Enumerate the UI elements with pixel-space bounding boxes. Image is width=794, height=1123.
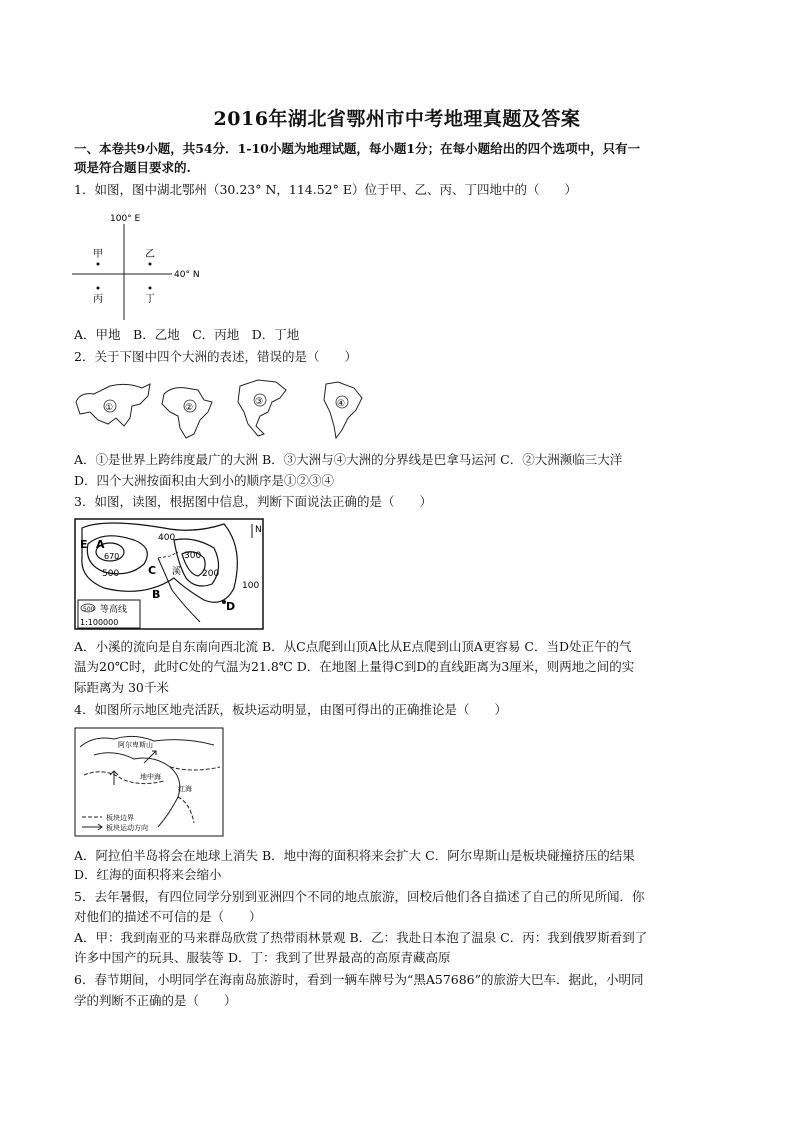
continent-north-america-outline: [238, 380, 286, 436]
question-3-stem: 3．如图，读图，根据图中信息，判断下面说法正确的是（ ）: [74, 494, 432, 509]
contour-500-label: 500: [102, 569, 120, 579]
question-3-contour-map: [74, 518, 266, 632]
contour-100-label: 100: [242, 581, 260, 591]
question-2-options-line1: A．①是世界上跨纬度最广的大洲 B．③大洲与④大洲的分界线是巴拿马运河 C．②大洲濒临三大洋: [74, 452, 623, 467]
question-4-plate-map: [74, 727, 226, 839]
legend-contour-value: 500: [83, 606, 95, 613]
continent-south-america-outline: [324, 382, 362, 438]
section-instruction-line2: 项是符合题目要求的.: [74, 160, 191, 175]
question-5-options-line1: A．甲：我到南亚的马来群岛欣赏了热带雨林景观 B．乙：我赴日本泡了温泉 C．丙：我到俄罗斯看到了: [74, 930, 648, 945]
stream-label: 溪: [172, 567, 182, 577]
question-4-stem: 4．如图所示地区地壳活跃，板块运动明显，由图可得出的正确推论是（ ）: [74, 702, 507, 717]
question-2-figure: [72, 372, 392, 444]
legend-contour-label: 等高线: [100, 605, 128, 615]
mediterranean-label: 地中海: [140, 773, 161, 781]
question-4-options-line2: D．红海的面积将来会缩小: [74, 867, 222, 882]
north-label: N: [255, 525, 262, 535]
contour-400-label: 400: [158, 533, 176, 543]
point-yi-label: 乙: [145, 249, 155, 260]
question-2-options-line2: D．四个大洲按面积由大到小的顺序是①②③④: [74, 473, 335, 488]
continent-1-label: ①: [105, 403, 114, 413]
question-4-options-line1: A．阿拉伯半岛将会在地球上消失 B．地中海的面积将来会扩大 C．阿尔卑斯山是板块碰撞挤压的结果: [74, 848, 635, 863]
page-title: 2016年湖北省鄂州市中考地理真题及答案: [213, 108, 581, 130]
point-jia-label: 甲: [93, 249, 103, 260]
latitude-label: 40° N: [174, 270, 200, 280]
contour-300-label: 300: [184, 551, 202, 561]
question-6-stem-line1: 6．春节期间，小明同学在海南岛旅游时，看到一辆车牌号为“黑A57686”的旅游大巴车．据此，小明同: [74, 972, 644, 987]
question-3-options-line1: A．小溪的流向是自东南向西北流 B．从C点爬到山顶A比从E点爬到山顶A更容易 C．当D处正午的气: [74, 639, 632, 654]
question-5-stem-line2: 对他们的描述不可信的是（ ）: [74, 909, 262, 924]
point-bing: [97, 287, 100, 290]
point-e-label: E: [80, 538, 88, 551]
map-scale: 1:100000: [80, 618, 119, 627]
point-d-label: D: [226, 600, 236, 613]
continent-2-label: ②: [185, 403, 194, 413]
point-jia: [97, 263, 100, 266]
longitude-label: 100° E: [110, 214, 141, 224]
question-5-options-line2: 许多中国产的玩具、服装等 D．丁：我到了世界最高的高原青藏高原: [74, 950, 451, 965]
point-yi: [149, 263, 152, 266]
point-ding-label: 丁: [145, 294, 155, 305]
question-3-options-line3: 际距离为 30千米: [74, 680, 169, 695]
alps-label: 阿尔卑斯山: [118, 741, 153, 749]
contour-670-label: 670: [104, 552, 120, 561]
question-5-stem-line1: 5．去年暑假，有四位同学分别到亚洲四个不同的地点旅游，回校后他们各自描述了自己的所见所闻．你: [74, 889, 645, 904]
red-sea-label: 红海: [178, 785, 192, 793]
question-6-stem-line2: 学的判断不正确的是（ ）: [74, 993, 237, 1008]
point-a-label: A: [96, 538, 105, 551]
point-b-label: B: [152, 588, 161, 601]
continent-4-label: ④: [337, 399, 346, 409]
point-ding: [149, 287, 152, 290]
legend-plate-motion: 板块运动方向: [106, 824, 148, 832]
legend-plate-boundary: 板块边界: [106, 814, 134, 822]
question-3-options-line2: 温为20℃时，此时C处的气温为21.8℃ D．在地图上量得C到D的直线距离为3厘米，则两地之间的实: [74, 659, 635, 674]
point-bing-label: 丙: [93, 294, 103, 305]
question-1-figure: [72, 210, 222, 322]
section-instruction-line1: 一、本卷共9小题，共54分．1-10小题为地理试题，每小题1分；在每小题给出的四个选项中，只有一: [74, 141, 641, 156]
question-1-options: A．甲地 B．乙地 C．丙地 D．丁地: [74, 327, 300, 342]
point-c-label: C: [148, 564, 157, 577]
question-1-stem: 1．如图，图中湖北鄂州（30.23° N，114.52° E）位于甲、乙、丙、丁四地中的（ ）: [74, 182, 577, 197]
contour-200-label: 200: [202, 569, 220, 579]
question-2-stem: 2．关于下图中四个大洲的表述，错误的是（ ）: [74, 349, 357, 364]
continent-3-label: ③: [255, 397, 264, 407]
